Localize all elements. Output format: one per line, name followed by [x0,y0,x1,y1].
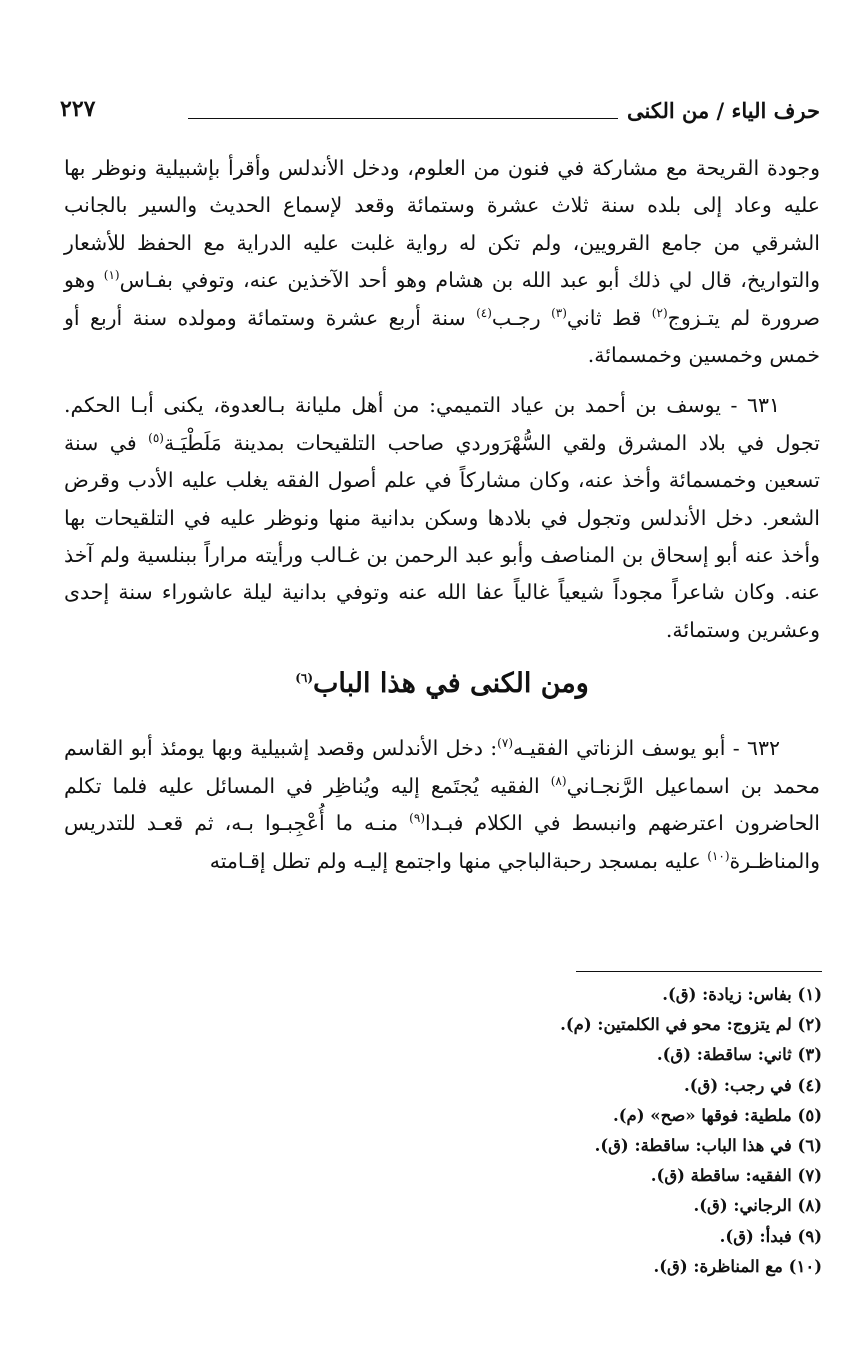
footnote-2: (٢) لم يتزوج: محو في الكلمتين: (م). [560,1015,822,1035]
footnote-ref: (٩) [409,811,425,826]
header-rule [188,118,618,119]
paragraph-text: ٦٣١ - يوسف بن أحمد بن عياد التميمي: من أهل مليانة بـالعدوة، يكنى أبـا الحكم. تجول في بلاد المشرق ولقي السُّهْرَوردي صاحب التلقيحات بمدينة مَلَطْيَـة [64,393,820,455]
footnote-divider [576,971,822,972]
footnote-ref: (٧) [497,736,513,751]
entry-632 [64,730,820,880]
section-heading [64,662,820,706]
footnote-ref: (٣) [551,305,567,320]
paragraph-continued [64,150,820,374]
footnote-7: (٧) الفقيه: ساقطة (ق). [650,1166,822,1186]
footnote-5: (٥) ملطية: فوقها «صح» (م). [612,1105,822,1125]
footnote-ref: (١) [103,268,120,283]
footnote-6: (٦) في هذا الباب: ساقطة: (ق). [594,1136,822,1156]
footnote-1: (١) بفاس: زيادة: (ق). [662,985,822,1004]
paragraph-text: رجـب [491,305,552,330]
footnote-10: (١٠) مع المناظرة: (ق). [653,1256,822,1276]
paragraph-text: : دخل الأندلس وقصد إشبيلية وبها يومئذ أبو القاسم محمد بن اسماعيل الرَّنجـاني [64,736,820,798]
footnote-9: (٩) فبدأ: (ق). [719,1226,822,1246]
entry-631 [64,387,820,649]
footnotes [462,980,822,1282]
footnote-ref: (٢) [651,305,668,320]
footnote-ref: (١٠) [707,848,730,863]
running-header [60,92,820,136]
paragraph-text: عليه بمسجد رحبةالباجي منها واجتمع إليـه ولم تطل إقـامته [209,848,708,873]
footnote-8: (٨) الرجاني: (ق). [693,1196,822,1216]
footnote-ref: (٤) [476,305,492,320]
paragraph-text: قط ثاني [566,305,652,330]
paragraph-text: الفقيه يُجتَمع إليه ويُناظِر في المسائل عليه فلما تكلم الحاضرون اعترضهم وانبسط في الكلام فبـدا [64,773,820,836]
footnote-ref: (٨) [550,773,567,788]
section-heading-text: ومن الكنى في هذا الباب [313,668,589,700]
footnote-4: (٤) في رجب: (ق). [684,1075,822,1095]
footnote-ref: (٥) [148,431,164,446]
paragraph-text: ٦٣٢ - أبو يوسف الزناتي الفقيـه [513,736,780,761]
main-text [64,150,820,893]
page-number: ٢٢٧ [60,96,96,122]
paragraph-text: سنة أربع عشرة وستمائة ومولده سنة أربع أو خمس وخمسين وخمسمائة. [64,305,820,368]
paragraph-text: في سنة تسعين وخمسمائة وأخذ عنه، وكان مشاركاً في علم أصول الفقه يغلب عليه الأدب وقرض الشعر. دخل الأندلس وتجول في بلادها وسكن بدانية منها ونوظر عليه في التلقيحات بها وأخذ عنه أبو إسحاق بن المناصف وأبو عبد الرحمن بن غـالب ورأيته مراراً ببنلسية ولم آخذ عنه. وكان شاعراً مجوداً شيعياً غالياً عفا الله عنه وتوفي بدانية ليلة عاشوراء سنة إحدى وعشرين وستمائة. [64,430,820,642]
chapter-title: حرف الياء / من الكنى [627,98,820,123]
footnote-3: (٣) ثاني: ساقطة: (ق). [656,1045,822,1065]
paragraph-text: منـه ما أُعْجِبـوا بـه، ثم قعـد للتدريس والمناظـرة [64,811,820,873]
paragraph-text: وجودة القريحة مع مشاركة في فنون من العلوم، ودخل الأندلس وأقرأ بإشبيلية ونوظر بها عليه وعاد إلى بلده سنة ثلاث عشرة وستمائة وقعد لإسماع الحديث والسير بالجانب الشرقي من جامع القرويين، ولم تكن له رواية غلبت عليه الدراية مع الحفظ للأشعار والتواريخ، قال لي ذلك أبو عبد الله بن هشام وهو أحد الآخذين عنه، وتوفي بفـاس [64,156,820,293]
paragraph-text: وهو صرورة لم يتـزوج [64,268,820,330]
footnote-ref: (٦) [295,671,314,686]
